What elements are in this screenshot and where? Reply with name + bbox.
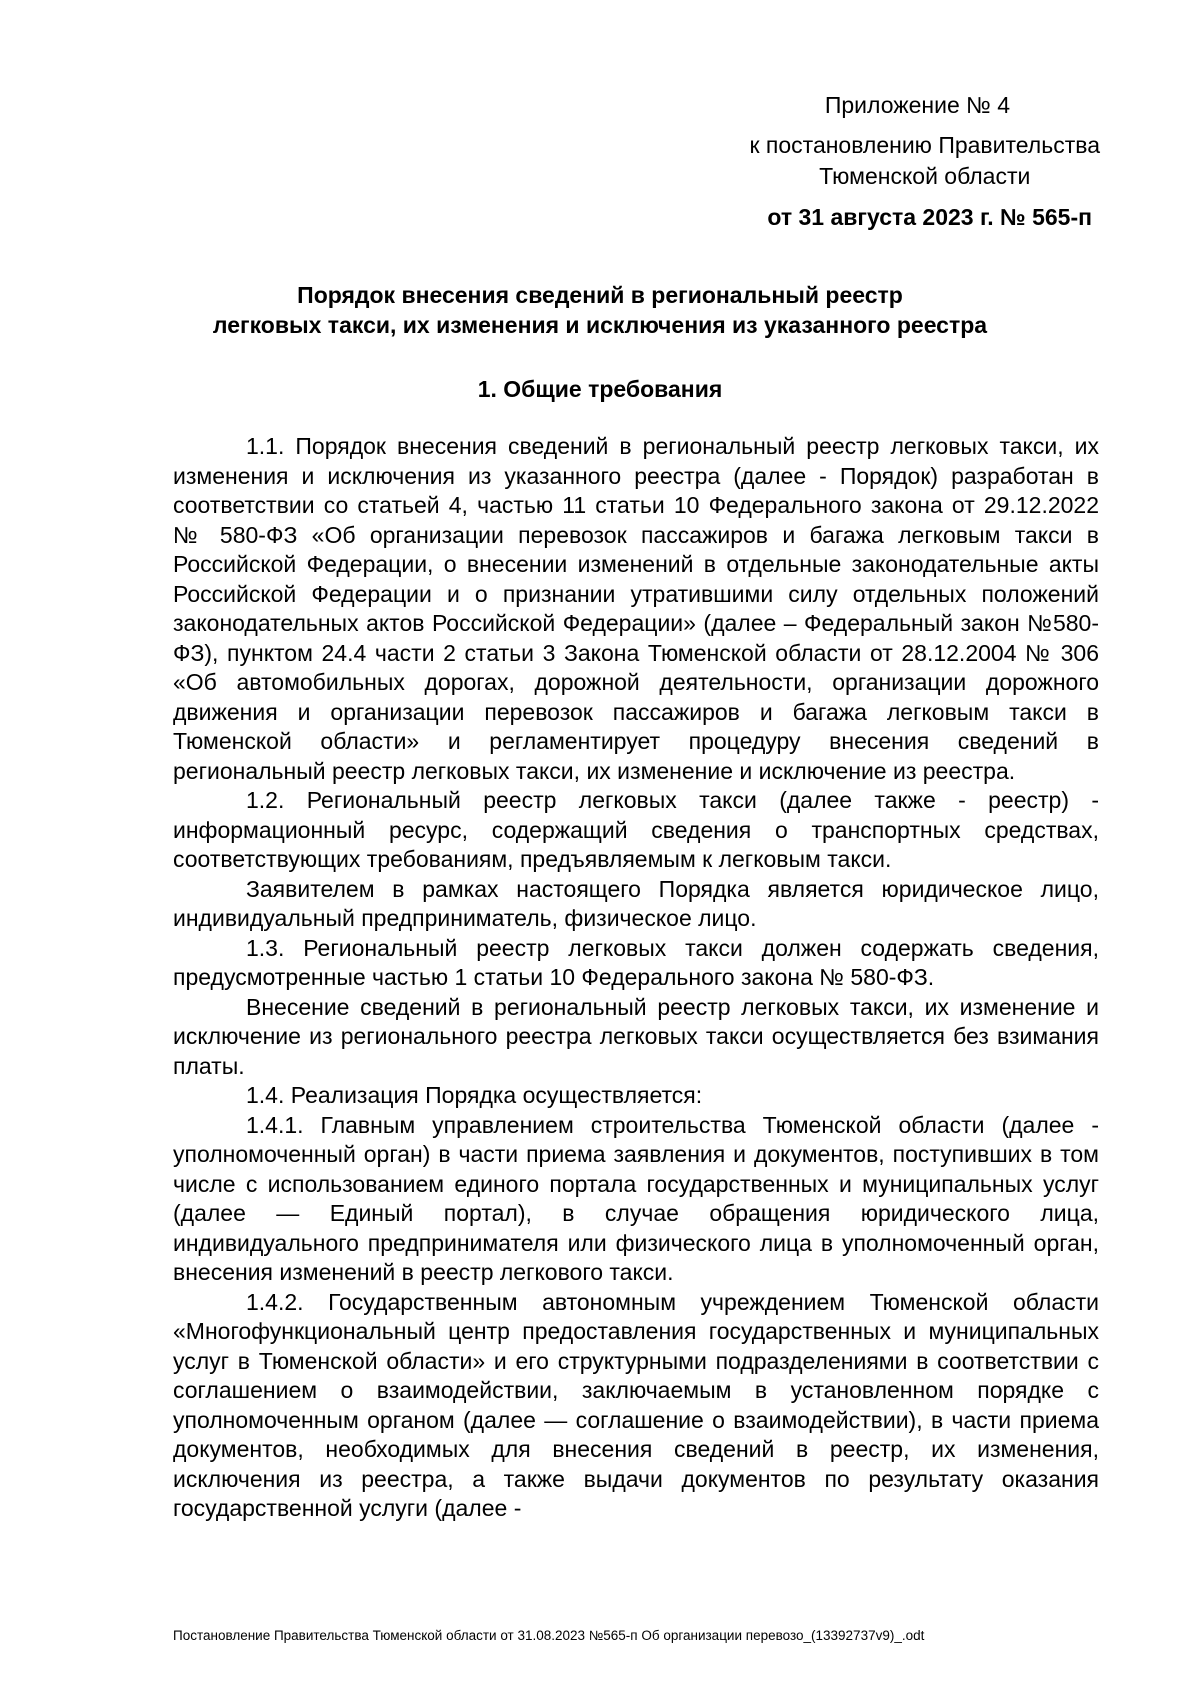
section-heading: 1. Общие требования <box>477 376 723 402</box>
decree-line-1: к постановлению Правительства <box>749 132 1100 158</box>
document-body <box>173 432 1099 1524</box>
footer-filename: Постановление Правительства Тюменской области от 31.08.2023 №565-п Об организации перевозо_(13392737v9)_.odt <box>173 1628 925 1643</box>
decree-line-2: Тюменской области <box>819 163 1031 189</box>
title-line-2: легковых такси, их изменения и исключения из указанного реестра <box>212 312 988 338</box>
paragraph: 1.4.1. Главным управлением строительства Тюменской области (далее - уполномоченный орган) в части приема заявления и документов, поступивших в том числе с использованием единого портала государственных и муниципальных услуг (далее — Единый портал), в случае обращения юридического лица, индивидуального предпринимателя или физического лица в уполномоченный орган, внесения изменений в реестр легкового такси. <box>173 1111 1099 1285</box>
paragraph: 1.3. Региональный реестр легковых такси должен содержать сведения, предусмотренные частью 1 статьи 10 Федерального закона № 580-ФЗ. <box>173 934 1099 990</box>
paragraph: Внесение сведений в региональный реестр легковых такси, их изменение и исключение из регионального реестра легковых такси осуществляется без взимания платы. <box>173 993 1099 1079</box>
paragraph: 1.2. Региональный реестр легковых такси (далее также - реестр) - информационный ресурс, содержащий сведения о транспортных средствах, соответствующих требованиям, предъявляемым к легковым такси. <box>173 787 1099 872</box>
paragraph: 1.1. Порядок внесения сведений в региональный реестр легковых такси, их изменения и исключения из указанного реестра (далее - Порядок) разработан в соответствии со статьей 4, частью 11 статьи 10 Федерального закона от 29.12.2022 № 580-ФЗ «Об организации перевозок пассажиров и багажа легковым такси в Российской Федерации, о внесении изменений в отдельные законодательные акты Российской Федерации и о признании утратившими силу отдельных положений законодательных актов Российской Федерации» (далее – Федеральный закон №580-ФЗ), пунктом 24.4 части 2 статьи 3 Закона Тюменской области от 28.12.2004 № 306 «Об автомобильных дорогах, дорожной деятельности, организации дорожного движения и организации перевозок пассажиров и багажа легковым такси в Тюменской области» и регламентирует процедуру внесения сведений в региональный реестр легковых такси, их изменение и исключение из реестра. <box>173 433 1099 784</box>
paragraph: 1.4. Реализация Порядка осуществляется: <box>246 1082 703 1108</box>
decree-reference <box>749 130 1100 192</box>
paragraph: Заявителем в рамках настоящего Порядка является юридическое лицо, индивидуальный предприниматель, физическое лицо. <box>173 875 1099 931</box>
appendix-label: Приложение № 4 <box>824 92 1010 118</box>
paragraph: 1.4.2. Государственным автономным учреждением Тюменской области «Многофункциональный центр предоставления государственных и муниципальных услуг в Тюменской области» и его структурными подразделениями в соответствии с соглашением о взаимодействии, заключаемым в установленном порядке с уполномоченным органом (далее — соглашение о взаимодействии), в части приема документов, необходимых для внесения сведений в реестр, их изменения, исключения из реестра, а также выдачи документов по результату оказания государственной услуги (далее - <box>173 1288 1099 1521</box>
decree-date-number: от 31 августа 2023 г. № 565-п <box>767 204 1092 230</box>
title-line-1: Порядок внесения сведений в региональный реестр <box>297 282 903 308</box>
document-title <box>100 280 1100 340</box>
